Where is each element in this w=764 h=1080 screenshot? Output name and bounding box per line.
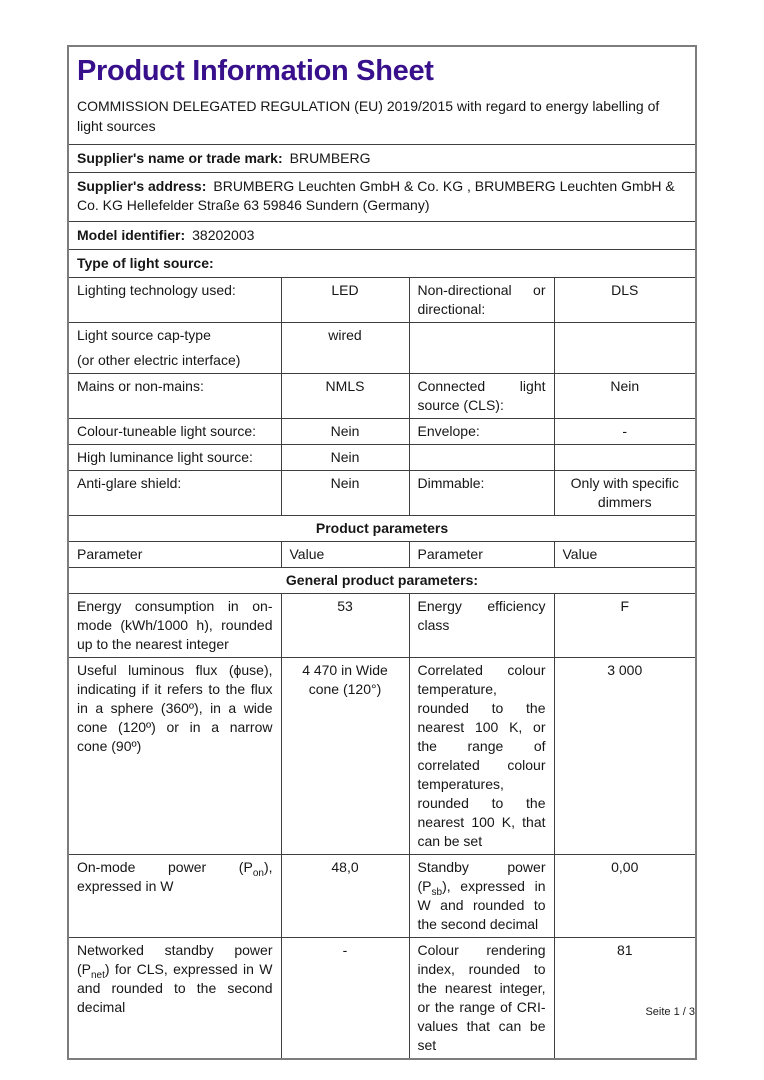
param-label-cell: Envelope:: [409, 419, 554, 445]
param-label-cell: Mains or non-mains:: [68, 374, 281, 419]
supplier-address-cell: [68, 173, 696, 222]
column-header: Value: [281, 542, 409, 568]
param-label-cell: Lighting technology used:: [68, 278, 281, 323]
param-label-cell: Colour-tuneable light source:: [68, 419, 281, 445]
supplier-address-label: Supplier's address:: [77, 178, 207, 194]
param-label-cell: Networked standby power $(P_{net})$ for CLS, expressed in W and rounded to the second decimal: [68, 938, 281, 1060]
param-value-cell: NMLS: [281, 374, 409, 419]
subsection-header-row: [68, 568, 696, 594]
type-of-light-source-cell: [68, 250, 696, 278]
param-value-cell: Only with specific dimmers: [554, 471, 696, 516]
param-label-cell: High luminance light source:: [68, 445, 281, 471]
param-value-cell: -: [281, 938, 409, 1060]
column-header-row: [68, 542, 696, 568]
empty-cell: [409, 445, 554, 471]
param-label-cell: Non-directional or directional:: [409, 278, 554, 323]
param-value-cell: -: [554, 419, 696, 445]
param-value-cell: F: [554, 594, 696, 658]
model-identifier-value: 38202003: [192, 227, 255, 243]
param-label-cell: Useful luminous flux (ϕuse), indicating if it refers to the flux in a sphere (360º), in a wide cone (120º) or in a narrow cone (90º): [68, 658, 281, 855]
column-header: Parameter: [68, 542, 281, 568]
page-title: Product Information Sheet: [77, 55, 434, 87]
param-value-cell: Nein: [281, 471, 409, 516]
param-label-cell: Correlated colour temperature, rounded to the nearest 100 K, or the range of correlated colour temperatures, rounded to the nearest 100 K, that can be set: [409, 658, 554, 855]
supplier-address-row: [68, 173, 696, 222]
title-cell: [68, 46, 696, 145]
section-header-row: [68, 516, 696, 542]
model-identifier-cell: [68, 222, 696, 250]
param-value-cell: 81: [554, 938, 696, 1060]
param-label-cell: Connected light source (CLS):: [409, 374, 554, 419]
column-header: Parameter: [409, 542, 554, 568]
param-value-cell: wired: [281, 323, 409, 374]
model-identifier-label: Model identifier:: [77, 227, 186, 243]
param-label-cell: Energy consumption in on-mode (kWh/1000 h), rounded up to the nearest integer: [68, 594, 281, 658]
param-value-cell: 4 470 in Wide cone (120°): [281, 658, 409, 855]
table-row: [68, 938, 696, 1060]
param-value-cell: LED: [281, 278, 409, 323]
table-row: [68, 594, 696, 658]
type-of-light-source-label: Type of light source:: [77, 255, 214, 271]
supplier-name-row: [68, 145, 696, 173]
page-subtitle: COMMISSION DELEGATED REGULATION (EU) 2019/2015 with regard to energy labelling of light sources: [77, 98, 660, 134]
table-row: [68, 278, 696, 323]
supplier-address-value: BRUMBERG Leuchten GmbH & Co. KG , BRUMBERG Leuchten GmbH & Co. KG Hellefelder Straße 63 59846 Sundern (Germany): [77, 178, 675, 213]
page-number: Seite 1 / 3: [645, 1006, 695, 1018]
supplier-name-label: Supplier's name or trade mark:: [77, 150, 283, 166]
cap-type-line2: (or other electric interface): [77, 352, 241, 368]
table-row: [68, 323, 696, 374]
param-label-cell: On-mode power $(P_{on})$, expressed in W: [68, 855, 281, 938]
param-value-cell: DLS: [554, 278, 696, 323]
param-value-cell: 3 000: [554, 658, 696, 855]
table-row: [68, 658, 696, 855]
product-info-table: [67, 45, 697, 1060]
supplier-name-cell: [68, 145, 696, 173]
title-row: [68, 46, 696, 145]
empty-cell: [554, 323, 696, 374]
table-row: [68, 445, 696, 471]
param-label-cell: [68, 323, 281, 374]
model-identifier-row: [68, 222, 696, 250]
column-header: Value: [554, 542, 696, 568]
param-value-cell: Nein: [281, 445, 409, 471]
table-row: [68, 374, 696, 419]
param-value-cell: Nein: [281, 419, 409, 445]
param-label-cell: Dimmable:: [409, 471, 554, 516]
param-label-cell: Colour rendering index, rounded to the nearest integer, or the range of CRI-values that can be set: [409, 938, 554, 1060]
type-of-light-source-row: [68, 250, 696, 278]
param-label-cell: Energy efficiency class: [409, 594, 554, 658]
subsection-title: General product parameters:: [68, 568, 696, 594]
section-title: Product parameters: [68, 516, 696, 542]
param-value-cell: Nein: [554, 374, 696, 419]
param-value-cell: 48,0: [281, 855, 409, 938]
param-label-cell: Anti-glare shield:: [68, 471, 281, 516]
table-row: [68, 855, 696, 938]
empty-cell: [554, 445, 696, 471]
param-value-cell: 53: [281, 594, 409, 658]
empty-cell: [409, 323, 554, 374]
table-row: [68, 419, 696, 445]
param-label-cell: Standby power $(P_{sb})$, expressed in W and rounded to the second decimal: [409, 855, 554, 938]
supplier-name-value: BRUMBERG: [289, 150, 371, 166]
table-row: [68, 471, 696, 516]
param-value-cell: 0,00: [554, 855, 696, 938]
cap-type-line1: Light source cap-type: [77, 327, 211, 343]
